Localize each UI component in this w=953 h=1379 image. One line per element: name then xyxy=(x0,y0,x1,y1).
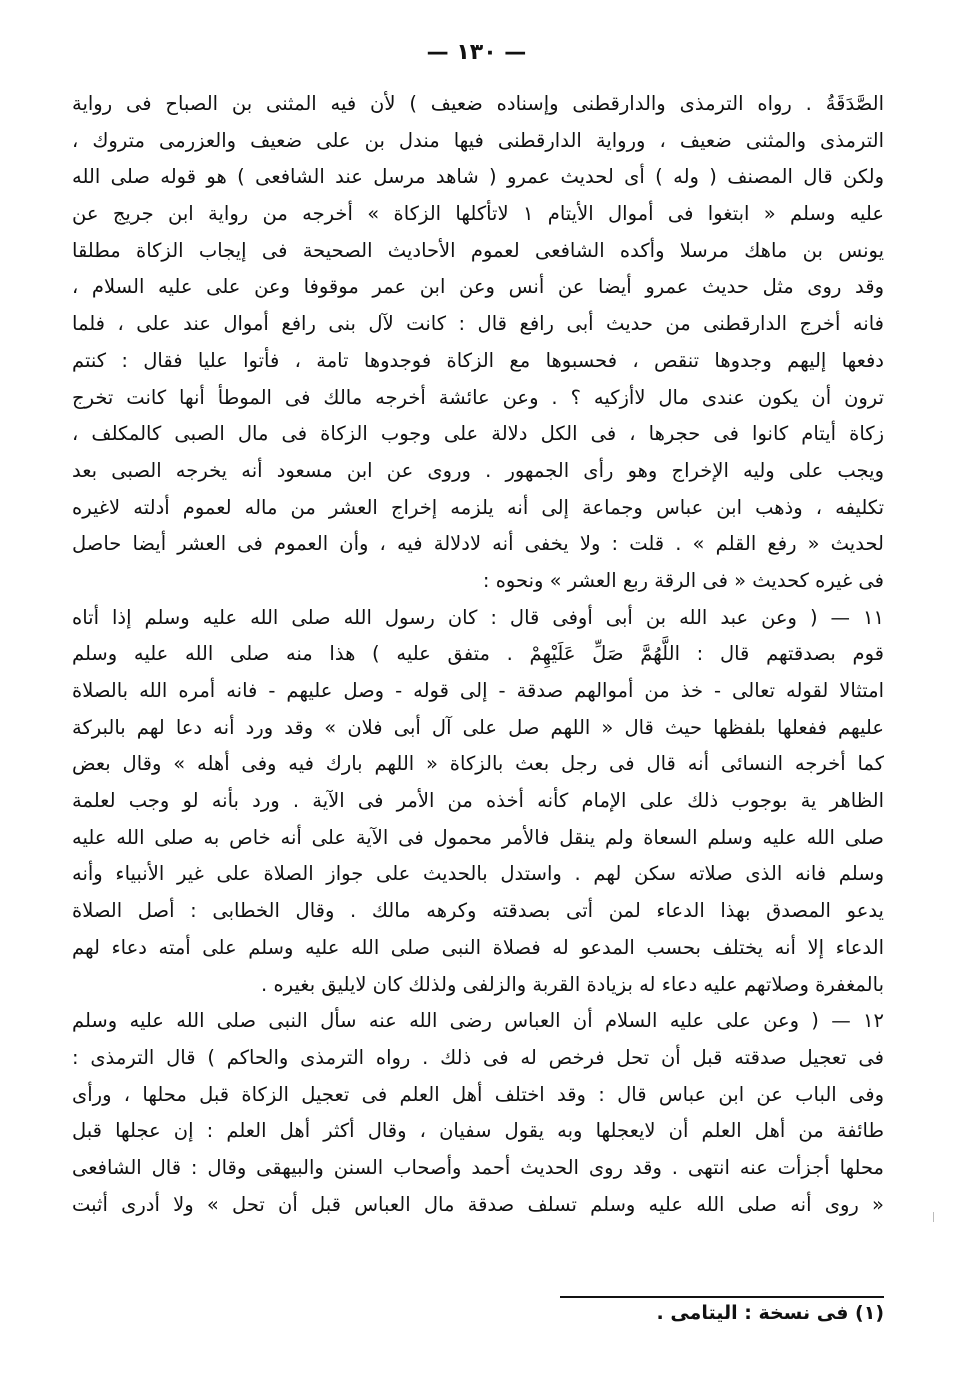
text-line: الصَّدَقَةُ . رواه الترمذى والدارقطنى وإسناده ضعيف ) لأن فيه المثنى بن الصباح فى رواية xyxy=(72,92,884,115)
text-line: ترون أن يكون عندى مال لاأزكيه ؟ . وعن عائشة أخرجه مالك فى الموطأ أنها كانت تخرج xyxy=(72,385,884,409)
text-line: قوم بصدقتهم قال : اللَّهُمَّ صَلِّ عَلَيْهِمْ . متفق عليه ) هذا منه صلى الله عليه وسلم xyxy=(72,642,884,666)
footnote: (١) فى نسخة : اليتامى . xyxy=(656,1302,884,1324)
text-line: لحديث « رفع القلم » . قلت : ولا يخفى أنه لادلالة فيه ، وأن العموم فى العشر أيضا حاصل xyxy=(72,532,884,556)
text-line: بالمغفرة وصلاتهم عليه دعاء له بزيادة القربة والزلفى ولذلك كان لايليق بغيره . xyxy=(261,972,884,996)
text-line: وفى الباب عن ابن عباس قال : وقد اختلف أهل العلم فى تعجيل الزكاة قبل محلها ، ورأى xyxy=(72,1082,884,1106)
text-line: فى غيره كحديث « فى الرقة ربع العشر » ونحوه : xyxy=(482,568,884,592)
text-line: تكليفه ، وذهب ابن عباس وجماعة إلى أنه يلزمه إخراج العشر من ماله لعموم أدلته لاغيره xyxy=(72,495,884,519)
text-line: صلى الله عليه وسلم السعاة ولم ينقل فالأمر محمول فى الآية على أنه خاص به صلى الله عليه xyxy=(72,825,884,849)
text-line: الدعاء إلا أنه يختلف بحسب المدعو له فصلاة النبى صلى الله عليه وسلم على أمته دعاء لهم xyxy=(72,935,884,959)
text-line: الظاهر ية بوجوب ذلك على الإمام كأنه أخذه من الأمر فى الآية . ورد بأنه لو وجب لعلمة xyxy=(72,789,884,813)
main-text xyxy=(72,86,884,1223)
text-line: عليه وسلم « ابتغوا فى أموال الأيتام ١ لاتأكلها الزكاة » أخرجه من رواية ابن جريج عن xyxy=(72,202,884,226)
text-line: محلها أجزأت عنه انتهى . وقد روى الحديث أحمد وأصحاب السنن والبيهقى وقال : قال الشافعى xyxy=(72,1155,884,1179)
text-line: وسلم فانه الذى صلاته سكن لهم . واستدل بالحديث على جواز الصلاة على غير الأنبياء وأنه xyxy=(72,862,884,886)
text-line: وقد روى مثل حديث عمرو أيضا عن أنس وعن ابن عمر موقوفا وعن على عليه السلام ، xyxy=(72,275,884,299)
text-line: ويجب على وليه الإخراج وهو رأى الجمهور . وروى عن ابن مسعود أنه يخرجه الصبى بعد xyxy=(72,458,884,482)
text-line: طائفة من أهل العلم أن لايعجلها وبه يقول سفيان ، وقال أكثر أهل العلم : إن عجلها قبل xyxy=(72,1119,884,1143)
footnote-divider xyxy=(560,1296,884,1298)
text-line: زكاة أيتام كانوا فى حجرها ، فى الكل دلالة على وجوب الزكاة فى مال الصبى كالمكلف ، xyxy=(72,422,884,446)
text-line: الترمذى والمثنى ضعيف ، ورواية الدارقطنى فيها مندل بن على ضعيف والعزرمى متروك ، xyxy=(72,128,884,152)
text-line: امتثالا لقوله تعالى - خذ من أموالهم صدقة - إلى قوله - وصل عليهم - فانه أمره الله بالصلاة xyxy=(72,679,884,702)
text-line: فانه أخرج الدارقطنى من حديث أبى رافع قال : كانت لآل بنى رافع أموال عند على ، فلما xyxy=(72,312,884,336)
text-line: عليهم ففعلها بلفظها حيث قال « اللهم صل على آل أبى فلان » وقد ورد أنه دعا لهم بالبركة xyxy=(72,715,884,739)
scan-mark xyxy=(933,1212,937,1222)
page-number: — ١٣٠ — xyxy=(426,40,527,65)
text-line: يدعو المصدق بهذا الدعاء لمن أتى بصدقته وكرهه مالك . وقال الخطابى : أصل الصلاة xyxy=(72,899,884,923)
text-line: كما أخرجه النسائى أنه قال فى رجل بعث بالزكاة « اللهم بارك فيه وفى أهله » وقال بعض xyxy=(72,752,884,776)
text-line: ولكن قال المصنف ( وله ) أى لحديث عمرو ( شاهد مرسل عند الشافعى ) هو قوله صلى الله xyxy=(72,165,884,189)
text-line: « روى أنه صلى الله عليه وسلم تسلف صدقة مال العباس قبل أن تحل » ولا أدرى أثبت xyxy=(72,1192,884,1216)
hadith-11-heading: ١١ — ( وعن عبد الله بن أبى أوفى قال : كان رسول الله صلى الله عليه وسلم إذا أتاه xyxy=(72,605,884,629)
text-line: يونس بن ماهك مرسلا وأكده الشافعى لعموم الأحاديث الصحيحة فى إيجاب الزكاة مطلقا xyxy=(72,238,884,262)
text-line: دفعها إليهم وجدوها تنقص ، فحسبوها مع الزكاة فوجدوها تامة ، فأتوا عليا فقال : كنتم xyxy=(72,348,884,372)
hadith-12-heading: ١٢ — ( وعن على عليه السلام أن العباس رضى الله عنه سأل النبى صلى الله عليه وسلم xyxy=(72,1009,884,1033)
text-line: فى تعجيل صدقته قبل أن تحل فرخص له فى ذلك . رواه الترمذى والحاكم ) قال الترمذى : xyxy=(72,1045,884,1069)
